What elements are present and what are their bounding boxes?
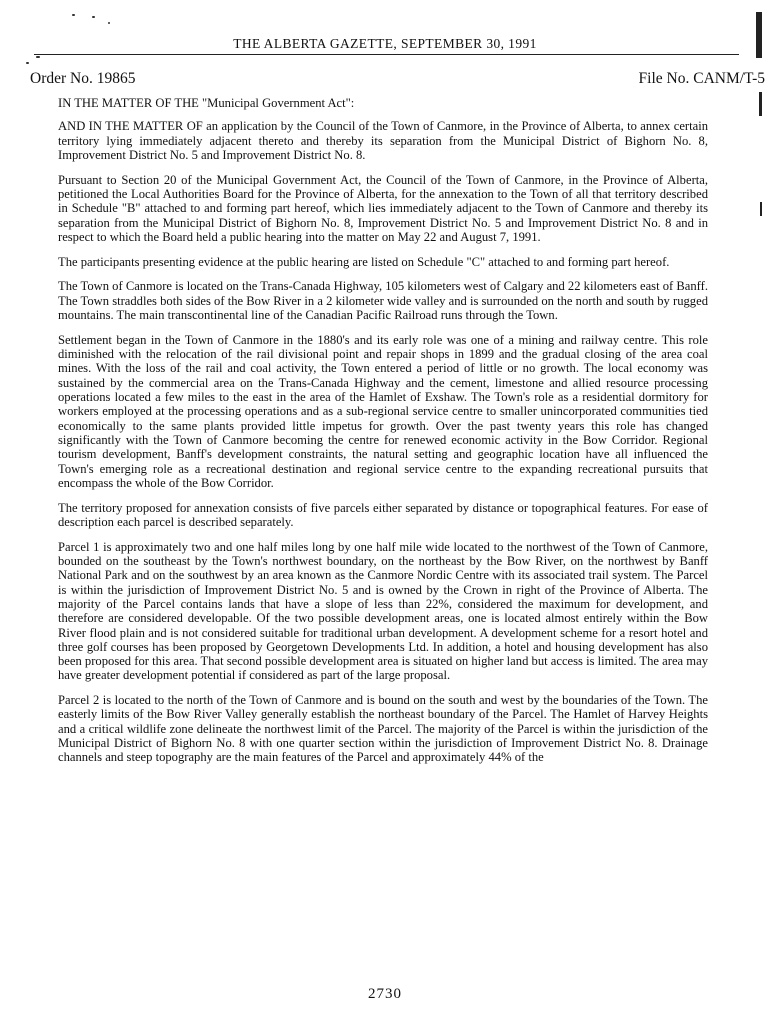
header-rule (34, 54, 739, 55)
scan-edge-mark (760, 202, 762, 216)
paragraph-parcel-2: Parcel 2 is located to the north of the Town of Canmore and is bound on the south and west by the boundaries of the Town. The easterly limits of the Bow River Valley generally establish the northeast boundary of the Parcel. The Hamlet of Harvey Heights and a critical wildlife zone delineate the northwest limit of the Parcel. The majority of the Parcel is within the jurisdiction of the Municipal District of Bighorn No. 8 with one quarter section within the jurisdiction of Improvement District No. 8. Drainage channels and steep topography are the main features of the Parcel and approximately 44% of the (58, 693, 708, 765)
file-number: File No. CANM/T-5 (638, 70, 765, 87)
paragraph-settlement: Settlement began in the Town of Canmore in the 1880's and its early role was one of a mining and railway centre. This role diminished with the relocation of the rail divisional point and repair shops in 1899 and the gradual closing of the area coal mines. With the loss of the rail and coal activity, the Town entered a period of little or no growth. The local economy was sustained by the commercial area on the Trans-Canada Highway and the cement, limestone and allied resource processing operations located a few miles to the east in the area of the Hamlet of Exshaw. The Town's role as a residential dormitory for workers employed at the processing operations and as a sub-regional service centre to smaller unincorporated communities tied economically to the same plants provided little impetus for growth. Over the past twenty years this role has changed significantly with the Town of Canmore becoming the centre for renewed economic activity in the Bow Corridor. Regional tourism development, Banff's development constraints, the natural setting and geographic location have all influenced the Town's emerging role as a recreational destination and regional service centre to the expanding recreational pursuits that encompass the whole of the Bow Corridor. (58, 332, 708, 490)
page-number: 2730 (368, 986, 402, 1002)
paragraph-territory: The territory proposed for annexation consists of five parcels either separated by distance or topographical features. For ease of description each parcel is described separately. (58, 500, 708, 529)
scan-speck (72, 14, 75, 16)
paragraph-participants: The participants presenting evidence at the public hearing are listed on Schedule "C" attached to and forming part hereof. (58, 254, 670, 269)
scan-edge-mark (759, 92, 762, 116)
paragraph-application: AND IN THE MATTER OF an application by the Council of the Town of Canmore, in the Province of Alberta, to annex certain territory lying immediately adjacent thereto and thereby its separation from the Municipal District of Bighorn No. 8, Improvement District No. 5 and Improvement District No. 8. (58, 119, 708, 162)
running-header: THE ALBERTA GAZETTE, SEPTEMBER 30, 1991 (233, 36, 537, 51)
scan-speck (36, 56, 40, 58)
scan-speck (26, 62, 29, 64)
order-line (30, 70, 765, 88)
scan-speck (108, 22, 110, 24)
paragraph-matter-act: IN THE MATTER OF THE "Municipal Government Act": (58, 96, 355, 110)
paragraph-pursuant: Pursuant to Section 20 of the Municipal Government Act, the Council of the Town of Canmore, in the Province of Alberta, petitioned the Local Authorities Board for the Province of Alberta, for the annexation to the Town of all that territory described in Schedule "B" attached to and forming part hereof, which lies immediately adjacent to the Town of Canmore and thereby its separation from the Municipal District of Bighorn No. 8, Improvement District No. 5 and Improvement District No. 8 and in respect to which the Board held a public hearing into the matter on May 22 and August 7, 1991. (58, 172, 708, 244)
order-number: Order No. 19865 (30, 70, 136, 87)
paragraph-location: The Town of Canmore is located on the Trans-Canada Highway, 105 kilometers west of Calgary and 22 kilometers east of Banff. The Town straddles both sides of the Bow River in a 2 kilometer wide valley and is surrounded on the north and south by rugged mountains. The main transcontinental line of the Canadian Pacific Railroad runs through the Town. (58, 279, 708, 323)
paragraph-parcel-1: Parcel 1 is approximately two and one half miles long by one half mile wide located to the northwest of the Town of Canmore, bounded on the southeast by the Town's northwest boundary, on the northeast by the Bow River, on the northwest by Banff National Park and on the southwest by an area known as the Canmore Nordic Centre with its associated trail system. The Parcel is within the jurisdiction of Improvement District No. 5 and is owned by the Crown in right of the Province of Alberta. The majority of the Parcel contains lands that have a slope of less than 22%, considered the maximum for development, and therefore are considered developable. Of the two possible development areas, one is located almost entirely within the Bow River flood plain and is not considered suitable for traditional urban development. A development scheme for a resort hotel and three golf courses has been proposed by Georgetown Developments Ltd. In addition, a hotel and housing development has also been proposed for this area. That second possible development area is situated on higher land but access is limited. The area may have greater development potential if considered as part of the large proposal. (58, 539, 708, 683)
body-text (58, 96, 708, 775)
scan-speck (92, 16, 95, 18)
